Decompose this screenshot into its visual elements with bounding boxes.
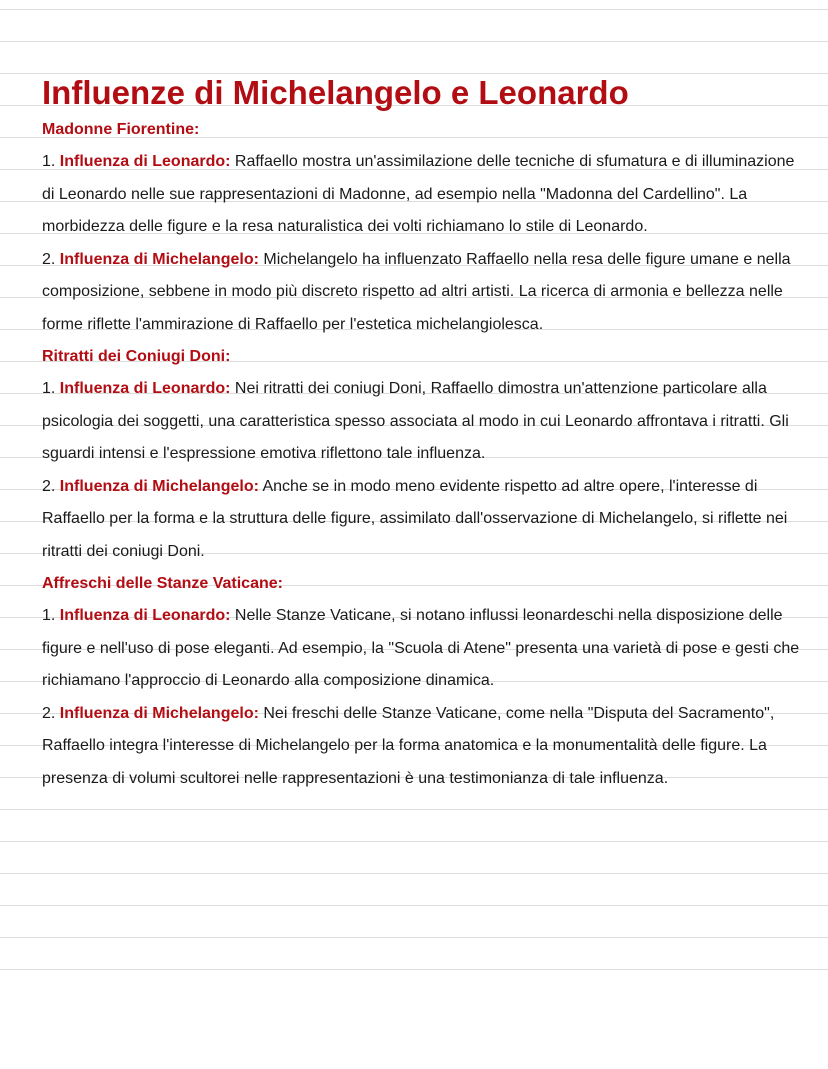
item-text: Nei ritratti dei coniugi Doni, Raffaello dimostra un'attenzione particolare alla psicologia dei soggetti, una caratteristica spesso associata al modo in cui Leonardo affrontava i ritratti. Gli sguardi intensi e l'espressione emotiva riflettono tale influenza. [42,380,789,462]
item-lead: Influenza di Leonardo: [59,380,231,397]
section-affreschi-stanze-vaticane [42,568,802,795]
section-heading: Madonne Fiorentine: [42,121,200,138]
section-madonne-fiorentine [42,114,802,341]
list-item [42,373,802,471]
page-title: Influenze di Michelangelo e Leonardo [42,74,629,111]
item-lead: Influenza di Leonardo: [59,153,231,170]
list-item [42,244,802,342]
page-bottom-margin [0,980,828,1069]
item-text: Nelle Stanze Vaticane, si notano influssi leonardeschi nella disposizione delle figure e nell'uso di pose eleganti. Ad esempio, la "Scuola di Atene" presenta una varietà di pose e gesti che richiamano l'approccio di Leonardo alla composizione dinamica. [42,607,800,689]
item-number: 2. [42,477,56,495]
list-item [42,471,802,569]
item-number: 1. [42,607,56,624]
section-ritratti-coniugi-doni [42,341,802,568]
section-heading: Ritratti dei Coniugi Doni: [42,348,231,365]
item-text: Anche se in modo meno evidente rispetto ad altre opere, l'interesse di Raffaello per la forma e la struttura delle figure, assimilato dall'osservazione di Michelangelo, si riflette nei ritratti dei coniugi Doni. [42,477,788,560]
item-text: Nei freschi delle Stanze Vaticane, come nella "Disputa del Sacramento", Raffaello integra l'interesse di Michelangelo per la forma anatomica e la monumentalità delle figure. La presenza di volumi scultorei nelle rappresentazioni è una testimonianza di tale influenza. [42,704,775,787]
item-lead: Influenza di Michelangelo: [59,477,259,495]
list-item [42,146,802,244]
item-number: 1. [42,153,56,170]
item-lead: Influenza di Michelangelo: [59,250,259,268]
section-heading: Affreschi delle Stanze Vaticane: [42,575,283,592]
item-text: Michelangelo ha influenzato Raffaello nella resa delle figure umane e nella composizione, sebbene in modo più discreto rispetto ad altri artisti. La ricerca di armonia e bellezza nelle forme riflette l'ammirazione di Raffaello per l'estetica michelangiolesca. [42,250,791,333]
list-item [42,698,802,796]
item-number: 1. [42,380,56,397]
item-number: 2. [42,704,56,722]
item-lead: Influenza di Leonardo: [59,607,231,624]
item-text: Raffaello mostra un'assimilazione delle tecniche di sfumatura e di illuminazione di Leonardo nelle sue rappresentazioni di Madonne, ad esempio nella "Madonna del Cardellino". La morbidezza delle figure e la resa naturalistica dei volti richiamano lo stile di Leonardo. [42,153,795,235]
item-lead: Influenza di Michelangelo: [59,704,259,722]
document-page [42,72,802,795]
list-item [42,600,802,698]
item-number: 2. [42,250,56,268]
